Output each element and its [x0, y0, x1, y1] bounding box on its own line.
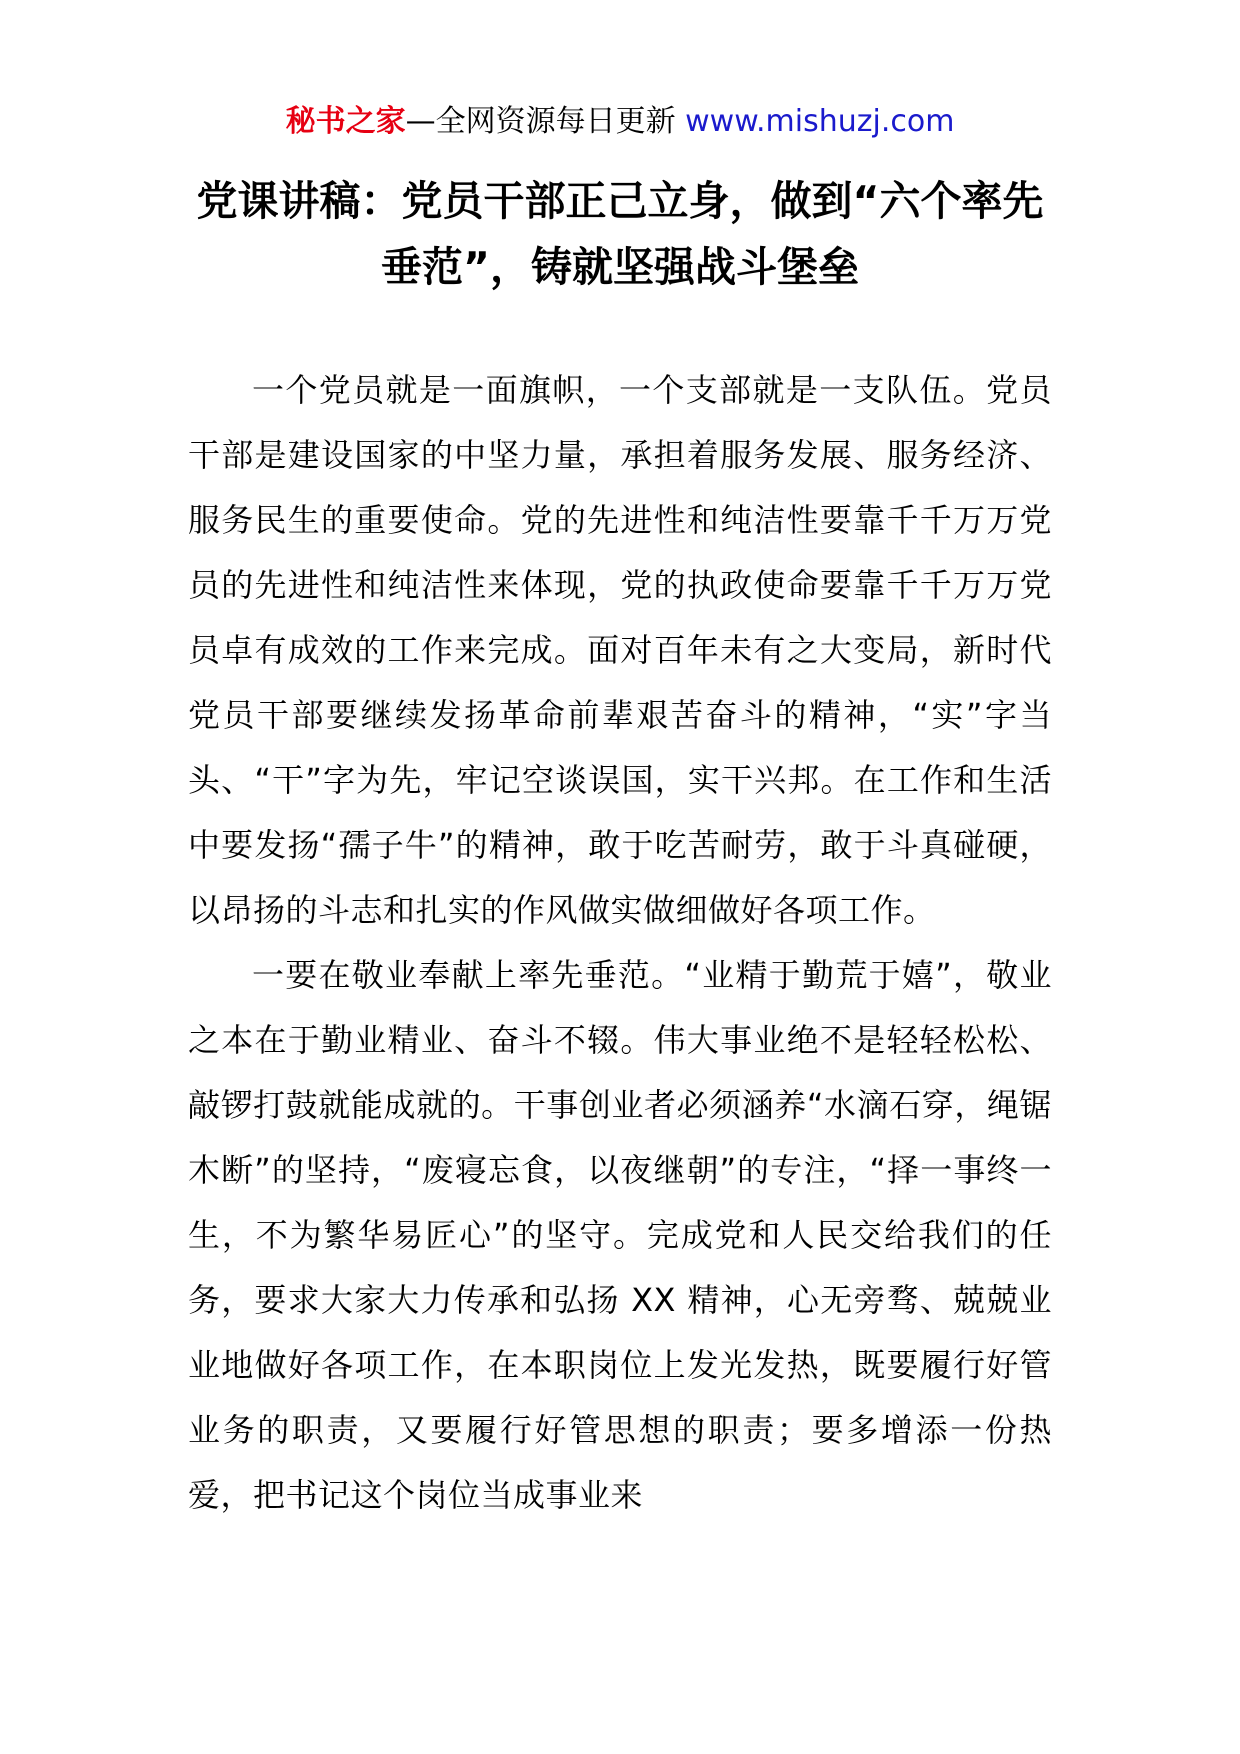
document-body — [188, 358, 1052, 1528]
paragraph-point-one: 一要在敬业奉献上率先垂范。“业精于勤荒于嬉”，敬业之本在于勤业精业、奋斗不辍。伟大事业绝不是轻轻松松、敲锣打鼓就能成就的。干事创业者必须涵养“水滴石穿，绳锯木断”的坚持，“废寝忘食，以夜继朝”的专注，“择一事终一生，不为繁华易匠心”的坚守。完成党和人民交给我们的任务，要求大家大力传承和弘扬 XX 精神，心无旁骛、兢兢业业地做好各项工作，在本职岗位上发光发热，既要履行好管业务的职责，又要履行好管思想的职责；要多增添一份热爱，把书记这个岗位当成事业来 — [188, 956, 1052, 1514]
brand-name: 秘书之家 — [285, 104, 406, 139]
header-tagline: —全网资源每日更新 — [405, 104, 676, 139]
site-url-link[interactable]: www.mishuzj.com — [685, 104, 955, 139]
paragraph-intro: 一个党员就是一面旗帜，一个支部就是一支队伍。党员干部是建设国家的中坚力量，承担着服务发展、服务经济、服务民生的重要使命。党的先进性和纯洁性要靠千千万万党员的先进性和纯洁性来体现，党的执政使命要靠千千万万党员卓有成效的工作来完成。面对百年未有之大变局，新时代党员干部要继续发扬革命前辈艰苦奋斗的精神，“实”字当头、“干”字为先，牢记空谈误国，实干兴邦。在工作和生活中要发扬“孺子牛”的精神，敢于吃苦耐劳，敢于斗真碰硬，以昂扬的斗志和扎实的作风做实做细做好各项工作。 — [188, 371, 1052, 929]
document-title: 党课讲稿：党员干部正己立身，做到“六个率先垂范”，铸就坚强战斗堡垒 — [196, 177, 1044, 291]
site-header — [0, 102, 1240, 142]
